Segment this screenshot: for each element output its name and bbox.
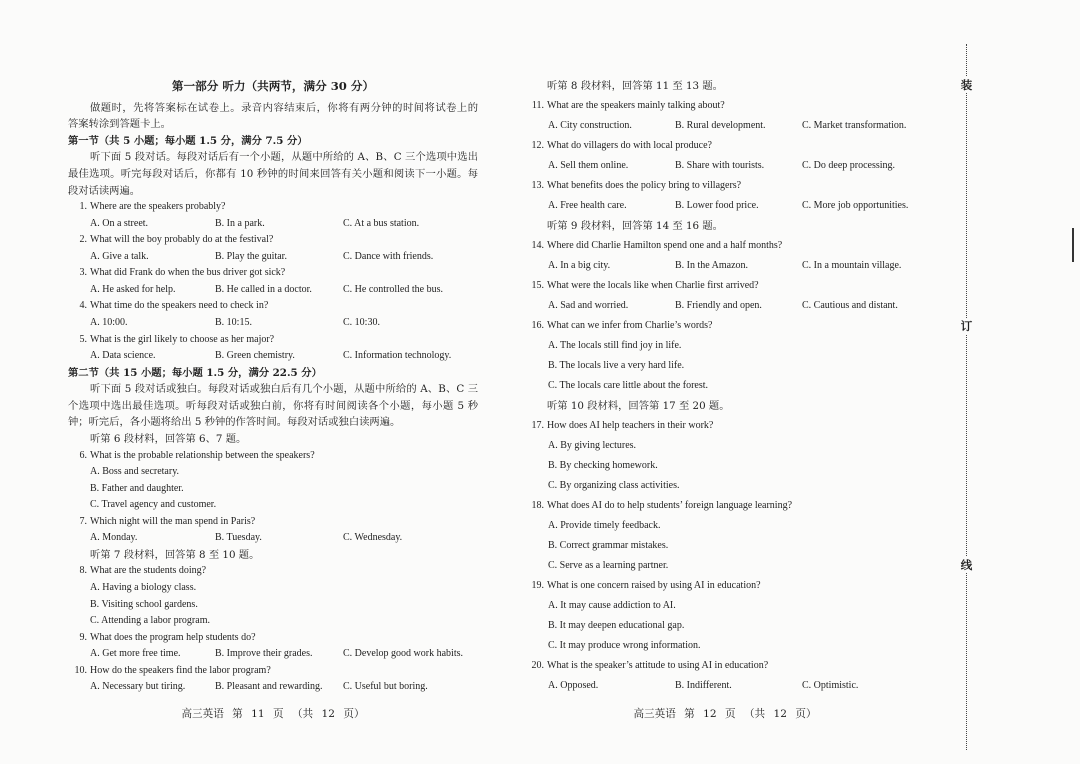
material-6-note: 听第 6 段材料，回答第 6、7 题。 [90,432,247,445]
option-c: C. Optimistic. [802,680,859,691]
question-text: What is one concern raised by using AI in education? [547,580,761,591]
question-text: What were the locals like when Charlie first arrived? [547,280,759,291]
question-text: Where are the speakers probably? [90,201,226,213]
page-footer-right: 高三英语 第 12 页 （共 12 页） [633,708,817,720]
question-16 [525,316,925,336]
question-text: What is the speaker’s attitude to using AI in education? [547,660,769,671]
option-a: A. In a big city. [548,260,611,271]
option-a: A. Boss and secretary. [90,466,180,478]
question-text: What can we infer from Charlie’s words? [547,320,713,331]
option-b: B. Green chemistry. [215,350,295,362]
section-1-heading: 第一节（共 5 小题；每小题 1.5 分，满分 7.5 分） [68,134,308,147]
option-b: B. Tuesday. [215,532,262,544]
question-4-options [68,315,478,332]
question-20 [525,656,925,676]
option-c: C. By organizing class activities. [548,480,680,491]
question-text: What does the program help students do? [90,631,256,643]
question-17-option-c [525,476,925,496]
part-title: 第一部分 听力（共两节，满分 30 分） [171,79,375,93]
question-number: 8. [79,565,87,577]
question-number: 12. [531,140,544,151]
option-c: C. Dance with friends. [343,250,434,262]
question-number: 2. [79,234,87,246]
option-a: A. Get more free time. [90,648,181,660]
question-number: 18. [531,500,544,511]
binding-dotted-line [966,44,967,750]
question-text: What time do the speakers need to check in? [90,300,269,312]
question-text: What benefits does the policy bring to villagers? [547,180,742,191]
question-1-options [68,216,478,233]
question-14-options [525,256,925,276]
question-9 [68,630,478,647]
binding-char-zhuang: 装 [958,77,975,93]
question-20-options [525,676,925,696]
question-text: What will the boy probably do at the festival? [90,234,274,246]
question-18-option-b [525,536,925,556]
question-18-option-a [525,516,925,536]
option-b: B. He called in a doctor. [215,283,312,295]
material-7-note: 听第 7 段材料，回答第 8 至 10 题。 [90,548,260,561]
option-a: A. Give a talk. [90,250,149,262]
option-b: B. Lower food price. [675,200,759,211]
option-b: B. Visiting school gardens. [90,598,198,610]
option-c: C. Travel agency and customer. [90,499,217,511]
option-c: C. Information technology. [343,350,452,362]
question-12 [525,136,925,156]
option-c: C. The locals care little about the forest. [548,380,709,391]
question-text: What are the students doing? [90,565,207,577]
question-11-options [525,116,925,136]
binding-char-xian: 线 [958,557,975,573]
question-15-options [525,296,925,316]
question-number: 19. [531,580,544,591]
option-a: A. Opposed. [548,680,599,691]
option-c: C. Develop good work habits. [343,648,463,660]
option-a: A. Having a biology class. [90,582,197,593]
option-a: A. By giving lectures. [548,440,637,451]
option-c: C. Market transformation. [802,120,907,131]
option-a: A. It may cause addiction to AI. [548,600,676,611]
question-3-options [68,282,478,299]
section-2-instruction-line-3: 钟；听完后，各小题将给出 5 秒钟的作答时间。每段对话或独白读两遍。 [68,416,401,429]
question-text: What is the girl likely to choose as her major? [90,333,275,345]
question-8-option-a [68,580,478,597]
option-b: B. By checking homework. [548,460,658,471]
option-c: C. Cautious and distant. [802,300,898,311]
question-2 [68,232,478,249]
question-text: Where did Charlie Hamilton spend one and a half months? [547,240,783,251]
option-b: B. The locals live a very hard life. [548,360,685,371]
page-footer-left: 高三英语 第 11 页 （共 12 页） [181,708,365,720]
section-1-instruction-line-1: 听下面 5 段对话。每段对话后有一个小题，从题中所给的 A、B、C 三个选项中选出 [90,151,478,164]
question-text: What are the speakers mainly talking about? [547,100,725,111]
option-c: C. It may produce wrong information. [548,640,701,651]
option-a: A. City construction. [548,120,632,131]
question-text: How does AI help teachers in their work? [547,420,714,431]
question-19 [525,576,925,596]
question-text: What did Frank do when the bus driver got sick? [90,267,286,279]
question-19-option-a [525,596,925,616]
option-c: C. Wednesday. [343,532,403,544]
option-a: A. Provide timely feedback. [548,520,661,531]
question-3 [68,265,478,282]
option-b: B. Rural development. [675,120,766,131]
question-7 [68,514,478,531]
intro-line-1: 做题时，先将答案标在试卷上。录音内容结束后，你将有两分钟的时间将试卷上的 [90,101,478,114]
section-2-instruction-line-2: 个选项中选出最佳选项。听每段对话或独白前，你将有时间阅读各个小题，每小题 5 秒 [68,399,478,412]
option-b: B. Correct grammar mistakes. [548,540,669,551]
question-text: What is the probable relationship between the speakers? [90,449,315,461]
option-a: A. He asked for help. [90,283,176,295]
scan-edge-mark [1072,228,1074,262]
option-b: B. Improve their grades. [215,648,313,660]
question-15 [525,276,925,296]
option-a: A. 10:00. [90,317,128,328]
option-a: A. Sell them online. [548,160,629,171]
question-19-option-b [525,616,925,636]
option-a: A. On a street. [90,217,149,229]
question-2-options [68,249,478,266]
question-number: 9. [79,631,87,643]
question-number: 6. [79,449,87,461]
option-b: B. In a park. [215,217,265,229]
question-number: 11. [531,100,544,111]
section-2-heading: 第二节（共 15 小题；每小题 1.5 分，满分 22.5 分） [68,366,322,379]
material-9-note: 听第 9 段材料，回答第 14 至 16 题。 [547,220,723,232]
question-number: 15. [531,280,544,291]
question-18-option-c [525,556,925,576]
section-2-instruction-line-1: 听下面 5 段对话或独白。每段对话或独白后有几个小题，从题中所给的 A、B、C 三 [90,383,478,396]
question-10 [68,663,478,680]
question-19-option-c [525,636,925,656]
option-c: C. Serve as a learning partner. [548,560,669,571]
question-13 [525,176,925,196]
left-column [68,100,478,696]
question-6-option-c [68,497,478,514]
question-number: 3. [79,267,87,279]
option-b: B. 10:15. [215,317,252,328]
question-text: What does AI do to help students’ foreign language learning? [547,500,793,511]
material-10-note: 听第 10 段材料，回答第 17 至 20 题。 [547,400,730,412]
question-8-option-c [68,613,478,630]
option-c: C. Useful but boring. [343,681,428,693]
option-c: C. 10:30. [343,317,380,328]
option-b: B. Play the guitar. [215,250,287,262]
question-5 [68,332,478,349]
question-9-options [68,646,478,663]
question-17-option-b [525,456,925,476]
question-number: 14. [531,240,544,251]
option-c: C. He controlled the bus. [343,283,443,295]
question-5-options [68,348,478,365]
section-1-instruction-line-2: 最佳选项。听完每段对话后，你都有 10 秒钟的时间来回答有关小题和阅读下一小题。每 [68,167,478,180]
question-11 [525,96,925,116]
question-text: What do villagers do with local produce? [547,140,712,151]
question-6 [68,448,478,465]
option-a: A. Necessary but tiring. [90,681,186,693]
question-17 [525,416,925,436]
question-number: 10. [74,664,87,676]
right-column [525,76,925,696]
option-b: B. Indifferent. [675,680,732,691]
question-4 [68,298,478,315]
question-1 [68,199,478,216]
option-c: C. In a mountain village. [802,260,902,271]
option-a: A. Data science. [90,350,156,362]
question-13-options [525,196,925,216]
question-12-options [525,156,925,176]
option-b: B. Friendly and open. [675,300,762,311]
option-b: B. In the Amazon. [675,260,749,271]
question-number: 20. [531,660,544,671]
question-14 [525,236,925,256]
option-a: A. Free health care. [548,200,627,211]
question-16-option-a [525,336,925,356]
option-b: B. Pleasant and rewarding. [215,681,323,693]
question-6-option-a [68,464,478,481]
option-c: C. More job opportunities. [802,200,909,211]
question-number: 7. [79,515,87,527]
question-8-option-b [68,597,478,614]
question-7-options [68,530,478,547]
option-c: C. Do deep processing. [802,160,896,171]
question-18 [525,496,925,516]
option-b: B. Father and daughter. [90,482,184,494]
question-number: 1. [79,201,87,213]
question-16-option-b [525,356,925,376]
question-text: Which night will the man spend in Paris? [90,515,256,527]
option-c: C. Attending a labor program. [90,615,210,627]
option-a: A. Sad and worried. [548,300,629,311]
binding-char-ding: 订 [958,318,975,334]
option-b: B. It may deepen educational gap. [548,620,685,631]
intro-line-2: 答案转涂到答题卡上。 [68,118,171,131]
option-a: A. Monday. [90,532,138,544]
question-16-option-c [525,376,925,396]
option-a: A. The locals still find joy in life. [548,340,682,351]
question-number: 16. [531,320,544,331]
section-1-instruction-line-3: 段对话读两遍。 [68,184,141,197]
option-b: B. Share with tourists. [675,160,765,171]
question-number: 17. [531,420,544,431]
question-10-options [68,679,478,696]
question-text: How do the speakers find the labor program? [90,664,271,676]
question-8 [68,563,478,580]
question-17-option-a [525,436,925,456]
material-8-note: 听第 8 段材料，回答第 11 至 13 题。 [547,80,723,92]
question-number: 5. [79,333,87,345]
question-6-option-b [68,481,478,498]
question-number: 13. [531,180,544,191]
question-number: 4. [79,300,87,312]
option-c: C. At a bus station. [343,217,420,229]
